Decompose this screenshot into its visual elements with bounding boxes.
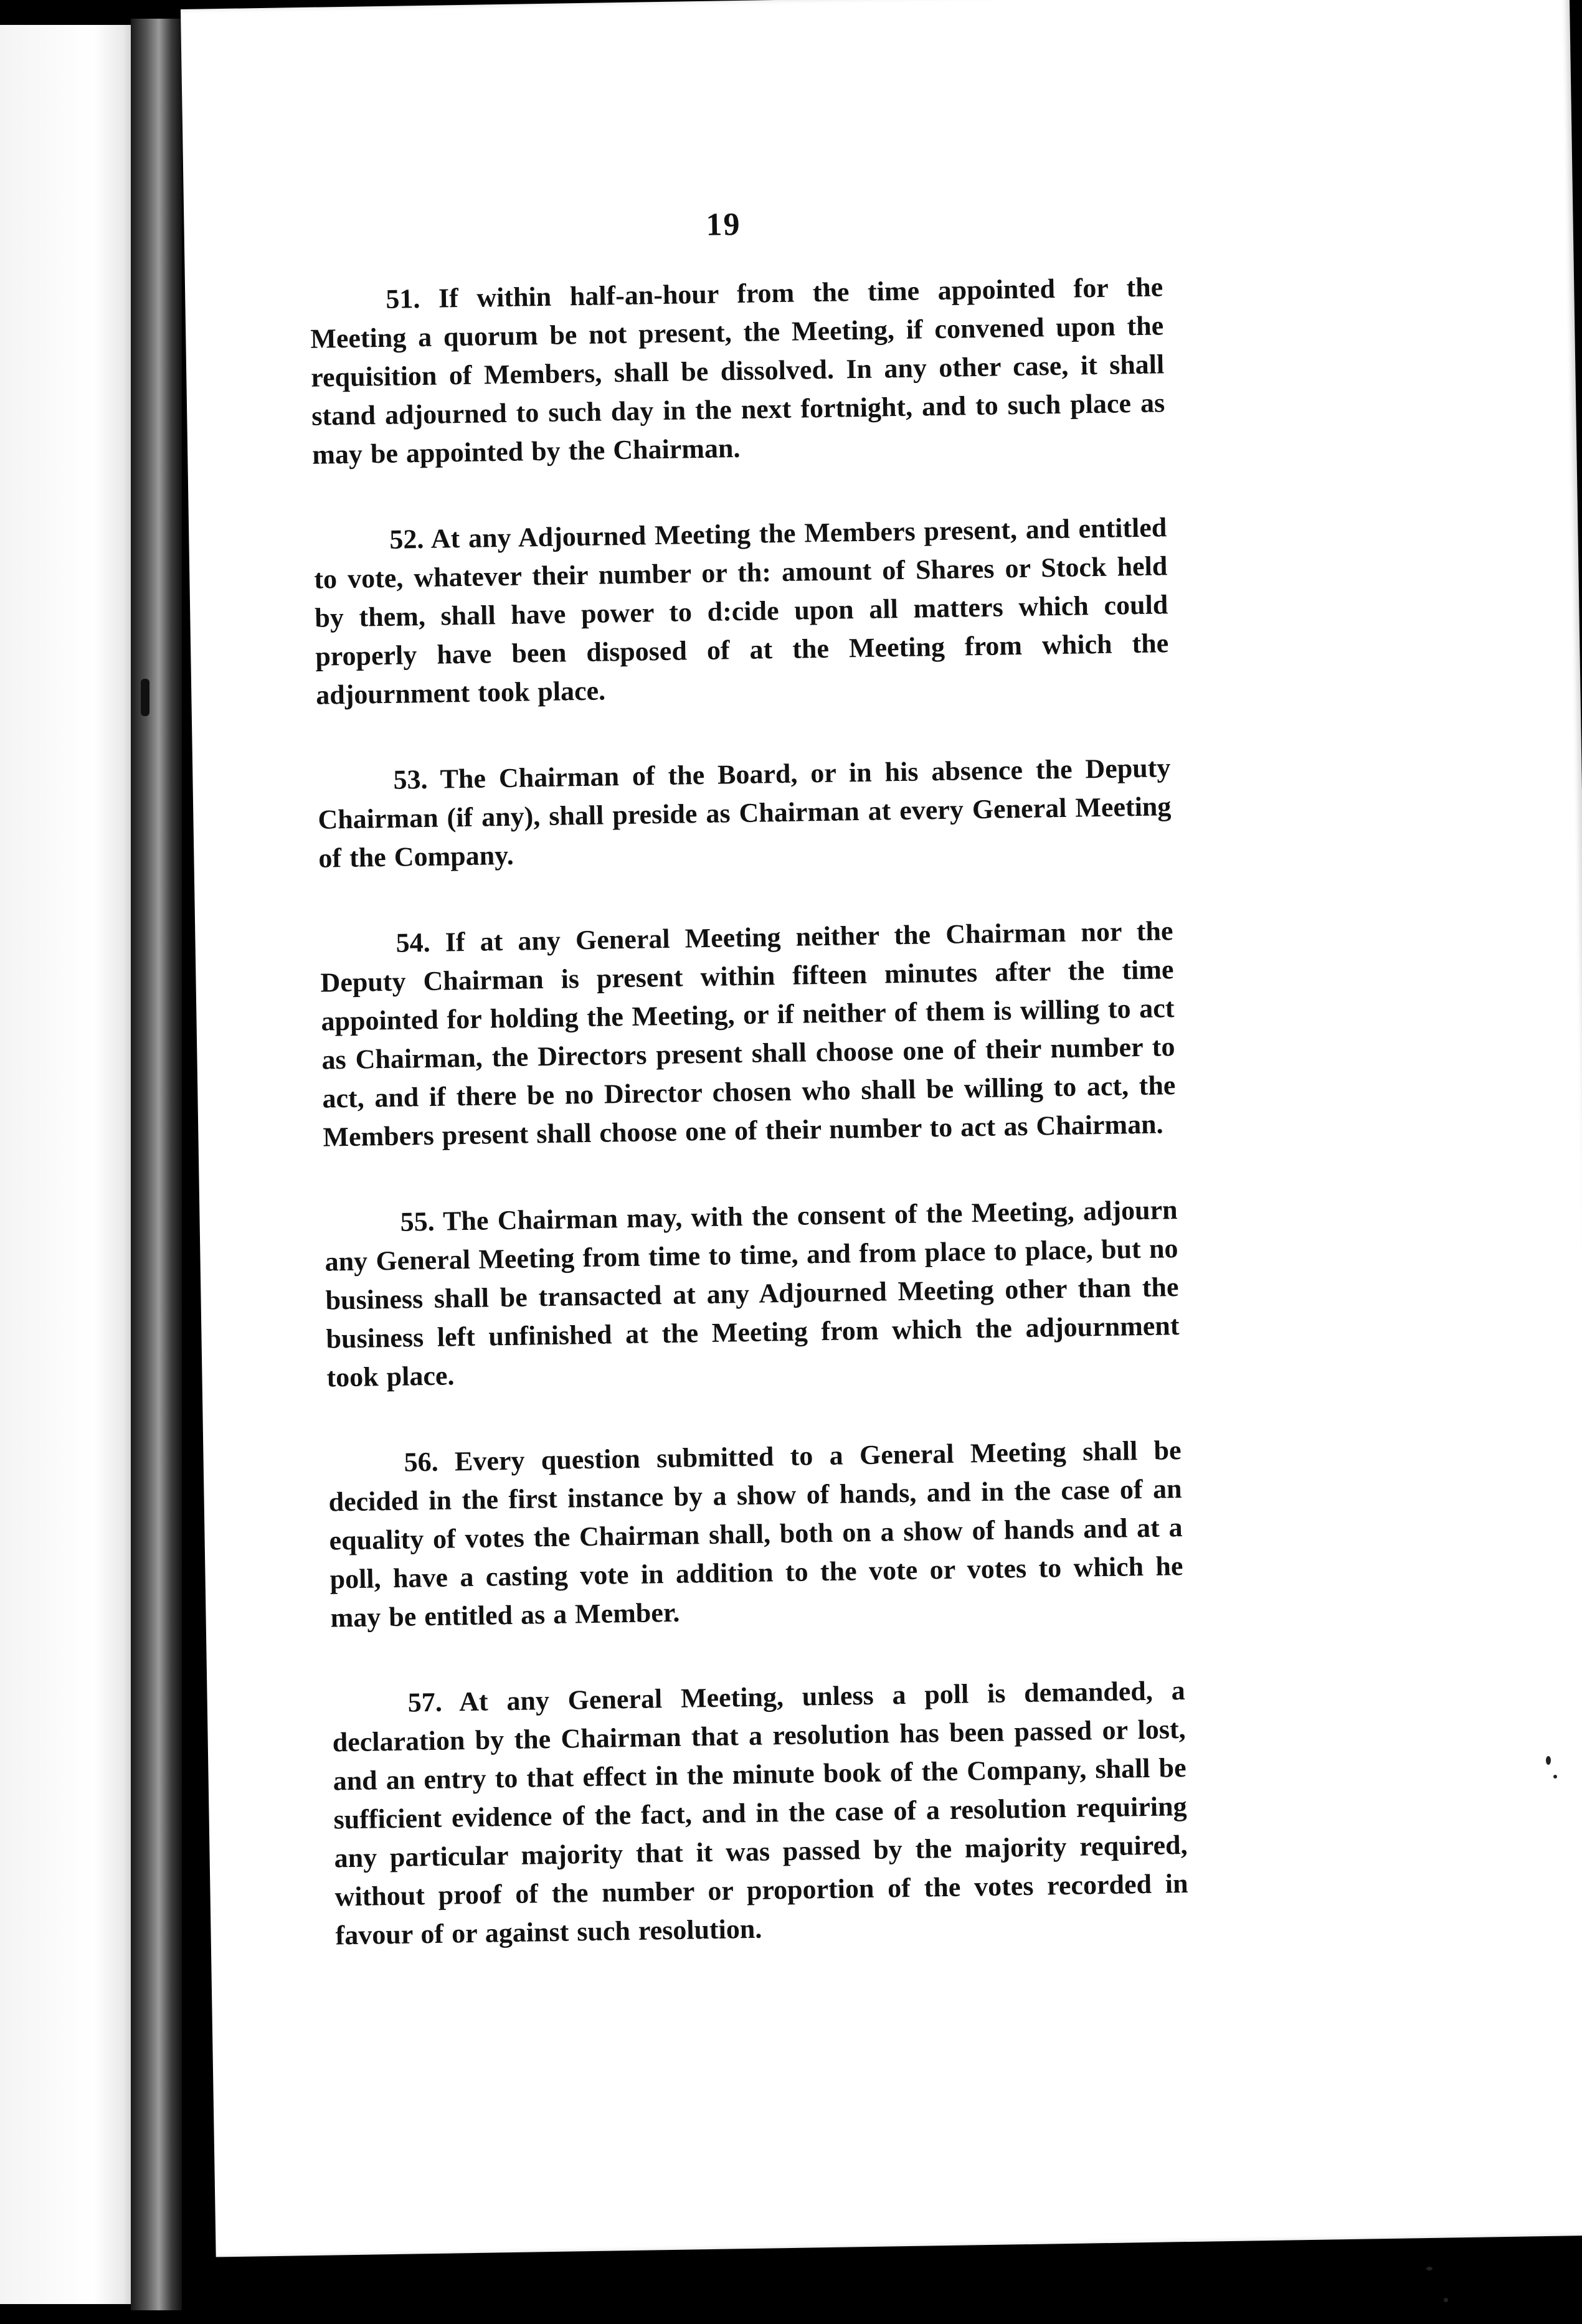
article-text: Every question submitted to a General Meeting shall be decided in the first instance by a show of hands, and in the case of an equality of votes the Chairman shall, both on a show of hands and at a poll, have a casting vote in addition to the vote or votes to which he may be entitled as a Member. (328, 1435, 1183, 1633)
article-number: 56. (404, 1446, 439, 1478)
article-paragraph (328, 1431, 1184, 1637)
document-page (181, 0, 1582, 2257)
article-paragraph (310, 268, 1166, 474)
facing-page-edge (0, 25, 134, 2304)
article-text: At any General Meeting, unless a poll is demanded, a declaration by the Chairman that a resolution has been passed or lost, and an entry to that effect in the minute book of the Company, shall be sufficient evidence of the fact, and in the case of a resolution requiring any particular majority that it was passed by the majority required, without proof of the number or proportion of the votes recorded in favour of or against such resolution. (332, 1675, 1188, 1951)
article-number: 54. (396, 927, 430, 958)
article-number: 51. (385, 283, 420, 314)
article-number: 53. (393, 763, 428, 795)
articles-text (310, 268, 1190, 2002)
article-text: At any Adjourned Meeting the Members present, and entitled to vote, whatever their number or th: amount of Shares or Stock held by them, shall have power to d:cide upon all matters which could properly have been disposed of at the Meeting from which the adjournment took place. (314, 512, 1169, 711)
article-text: If at any General Meeting neither the Chairman nor the Deputy Chairman is present within fifteen minutes after the time appointed for holding the Meeting, or if neither of them is willing to act as Chairman, the Directors present shall choose one of their number to act, and if there be no Director chosen who shall be willing to act, the Members present shall choose one of their number to act as Chairman. (320, 915, 1176, 1153)
article-paragraph (313, 508, 1170, 714)
scan-speck (1553, 1775, 1557, 1778)
article-text: The Chairman of the Board, or in his absence the Deputy Chairman (if any), shall preside as Chairman at every General Meeting of the Company. (318, 752, 1172, 874)
article-paragraph (320, 912, 1177, 1156)
scan-speck (1426, 2267, 1433, 2270)
article-number: 55. (400, 1206, 435, 1237)
scan-speck (1444, 2298, 1448, 2302)
article-text: The Chairman may, with the consent of the Meeting, adjourn any General Meeting from time to time, and from place to place, but no business shall be transacted at any Adjourned Meeting other than the business left unfinished at the Meeting from which the adjournment took place. (324, 1194, 1180, 1393)
margin-mark (141, 679, 149, 716)
article-text: If within half-an-hour from the time appointed for the Meeting a quorum be not present, the Meeting, if convened upon the requisition of Members, shall be dissolved. In any other case, it shall stand adjourned to such day in the next fortnight, and to such place as may be appointed by the Chairman. (310, 272, 1165, 470)
page-number: 19 (706, 206, 741, 243)
article-number: 52. (389, 523, 424, 555)
article-paragraph (324, 1191, 1180, 1397)
article-paragraph (331, 1671, 1189, 1955)
book-gutter (131, 19, 182, 2310)
scan-speck (1546, 1756, 1551, 1765)
article-paragraph (317, 749, 1172, 877)
article-number: 57. (407, 1686, 443, 1718)
